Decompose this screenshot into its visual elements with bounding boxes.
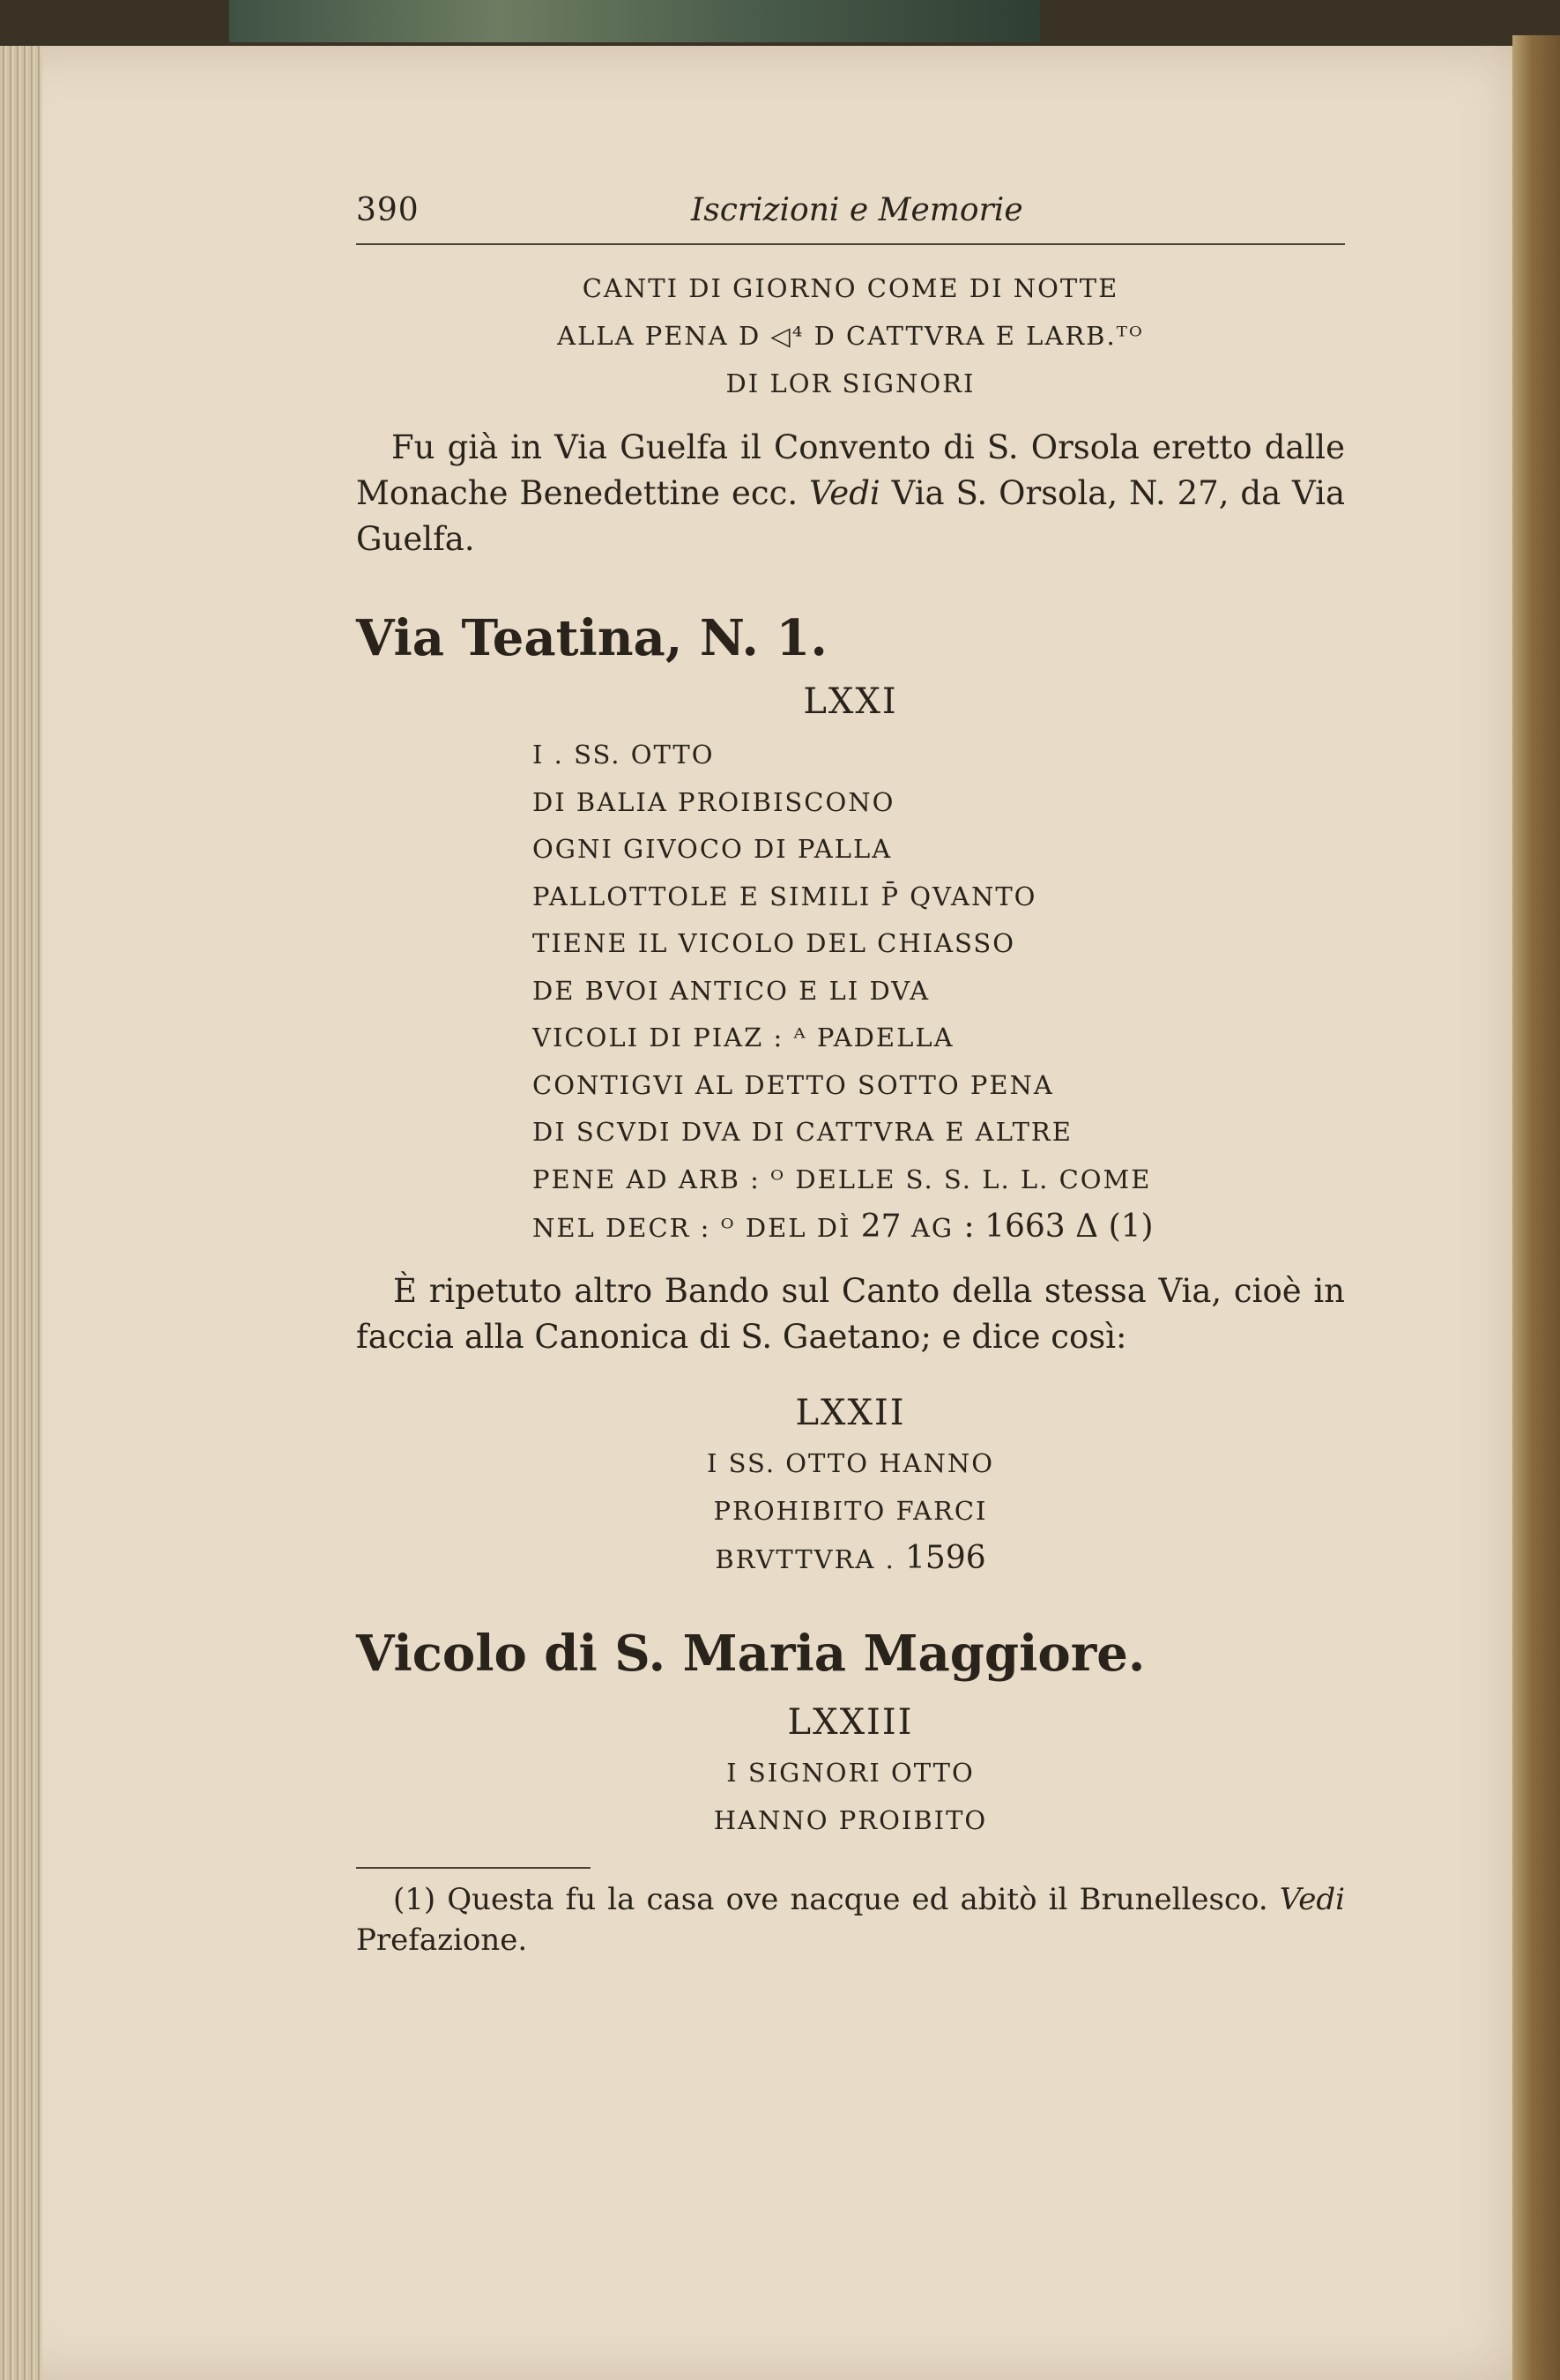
inscription-line: PALLOTTOLE E SIMILI P̄ QVANTO <box>532 881 1037 911</box>
paragraph-text: Monache Benedettine ecc. <box>356 474 809 512</box>
inscription-date: 1596 <box>905 1539 986 1576</box>
inscription-number: LXXIII <box>787 1701 914 1743</box>
inscription-line: DI SCVDI DVA DI CATTVRA E ALTRE <box>532 1117 1073 1147</box>
inscription-date: : 1663 Δ (1) <box>954 1209 1154 1245</box>
italic-ref: Vedi <box>808 474 880 512</box>
inscription-line: DI LOR SIGNORI <box>725 368 976 398</box>
paragraph-text: Guelfa. <box>356 520 475 558</box>
paragraph-guelfa <box>356 425 1345 562</box>
inscription-line: VICOLI DI PIAZ : ᴬ PADELLA <box>532 1023 955 1052</box>
inscription-line: PENE AD ARB : ᴼ DELLE S. S. L. L. COME <box>532 1164 1152 1194</box>
inscription-line: TIENE IL VICOLO DEL CHIASSO <box>532 928 1016 958</box>
inscription-line: CANTI DI GIORNO COME DI NOTTE <box>582 273 1119 303</box>
opening-inscription <box>356 264 1345 407</box>
inscription-lxxiii <box>356 1749 1345 1844</box>
inscription-line <box>356 1535 1345 1583</box>
paragraph-text: Fu già in Via Guelfa il Convento di S. Orsola eretto dalle <box>391 428 1345 466</box>
inscription-line: HANNO PROIBITO <box>713 1804 988 1835</box>
inscription-line: DE BVOI ANTICO E LI DVA <box>532 975 931 1006</box>
section-heading-vicolo: Vicolo di S. Maria Maggiore. <box>356 1624 1146 1683</box>
running-title: Iscrizioni e Memorie <box>691 192 1023 228</box>
inscription-line: I SS. OTTO HANNO <box>706 1447 995 1478</box>
running-head <box>356 192 1345 245</box>
inscription-line: CONTIGVI AL DETTO SOTTO PENA <box>532 1069 1054 1100</box>
inscription-caps: NEL DECR : ᴼ DEL DÌ <box>532 1213 861 1243</box>
footnote-text: Prefazione. <box>356 1922 528 1958</box>
book-binding-edge <box>1512 35 1560 2380</box>
inscription-number: LXXII <box>795 1392 906 1433</box>
inscription-line: DI BALIA PROIBISCONO <box>532 786 895 817</box>
background-book-strip <box>229 0 1040 42</box>
section-heading-via-teatina: Via Teatina, N. 1. <box>356 609 828 667</box>
inscription-line <box>532 1203 1345 1253</box>
paragraph-text: Via S. Orsola, N. 27, da Via <box>880 474 1346 512</box>
inscription-number: LXXI <box>803 681 898 722</box>
inscription-lxxi <box>532 732 1345 1253</box>
inscription-lxxii <box>356 1439 1345 1583</box>
inscription-line: OGNI GIVOCO DI PALLA <box>532 834 893 864</box>
inscription-line: ALLA PENA D ◁⁴ D CATTVRA E LARB.ᵀᴼ <box>557 321 1144 351</box>
footnote-text: (1) Questa fu la casa ove nacque ed abitò il Brunellesco. <box>393 1881 1280 1917</box>
paragraph-canonica: È ripetuto altro Bando sul Canto della stessa Via, cioè in faccia alla Canonica di S. Gaetano; e dice così: <box>356 1271 1345 1356</box>
inscription-caps: BRVTTVRA . <box>715 1543 906 1574</box>
page-content <box>356 192 1345 1960</box>
inscription-line: I SIGNORI OTTO <box>726 1757 975 1788</box>
italic-ref: Vedi <box>1279 1881 1345 1917</box>
footnote-rule <box>356 1867 591 1869</box>
footnote <box>356 1879 1345 1960</box>
page-number: 390 <box>356 192 420 228</box>
inscription-caps: AG <box>910 1213 955 1243</box>
inscription-date: 27 <box>860 1209 911 1245</box>
page-edges <box>0 46 42 2380</box>
inscription-line: I . SS. OTTO <box>532 740 715 770</box>
inscription-line: PROHIBITO FARCI <box>713 1495 988 1526</box>
